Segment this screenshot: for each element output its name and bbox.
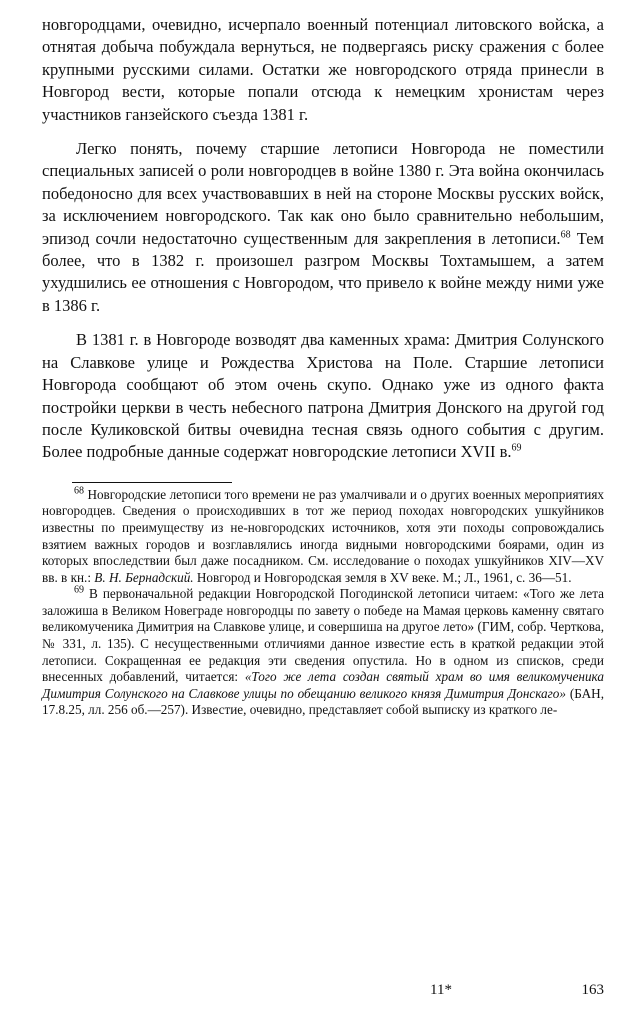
footnote-68-text-end: Новгород и Новгородская земля в XV веке. М.; Л., 1961, с. 36—51. — [193, 569, 572, 585]
footnote-69 — [42, 586, 604, 719]
footnote-68-text: Новгородские летописи того времени не раз умалчивали и о других военных мероприятиях новгородцев. Сведения о происходивших в тот же период походах новгородских ушкуйников известны по преимуществу из не-новгородских источников, хотя эти походы сопровождались взятием важных городов и возглавлялись иногда видными новгородскими боярами, один из которых впоследствии был даже посадником. См. исследование о походах ушкуйников XIV—XV вв. в кн.: — [42, 486, 604, 585]
paragraph-2-text: Легко понять, почему старшие летописи Новгорода не поместили специальных записей о роли новгородцев в войне 1380 г. Эта война окончилась победоносно для всех участвовавших в ней на стороне Москвы русских войск, за исключением новгородского. Так как оно было сравнительно небольшим, эпизод сочли недостаточно существенным для закрепления в летописи. — [42, 139, 604, 248]
footnote-68-number: 68 — [74, 485, 84, 497]
footnote-69-quote: «Того же лета создан святый храм во имя великомученика Димитрия Солунского на Славкове улицы по обещанию великого князя Димитрия Донскаго» — [42, 669, 604, 701]
footnote-69-text-end: (БАН, 17.8.25, лл. 256 об.—257). Известие, очевидно, представляет собой выписку из краткого ле- — [42, 685, 604, 718]
footnote-69-number: 69 — [74, 584, 84, 596]
footnote-divider — [72, 482, 232, 483]
paragraph-2-tail: Тем более, что в 1382 г. произошел разгром Москвы Тохтамышем, а затем ухудшились ее отношения с Новгородом, что привело к войне между ними уже в 1386 г. — [42, 228, 604, 315]
footnote-69-text: В первоначальной редакции Новгородской Погодинской летописи читаем: «Того же лета заложиша в Великом Новеграде новгородцы по завету о победе на Мамая церковь каменну святаго великомученика Димитрия на Славкове улице, и совершиша на другое лето» (ГИМ, собр. Черткова, № 331, л. 135). С несущественными отличиями данное известие есть в краткой редакции этой летописи. Сокращенная ее редакция эти сведения опустила. Но в одном из списков, среди внесенных добавлений, читается: — [42, 586, 604, 685]
footnote-ref-68[interactable]: 68 — [560, 229, 571, 241]
page-footer — [0, 982, 604, 1004]
footnotes — [42, 487, 604, 719]
paragraph-1: новгородцами, очевидно, исчерпало военный потенциал литовского войска, а отнятая добыча побуждала вернуться, не подвергаясь риску сражения с более крупными русскими силами. Остатки же новгородского отряда принесли в Новгород вести, которые попали отсюда к немецким хронистам через участников ганзейского съезда 1381 г. — [42, 15, 604, 124]
footnote-68 — [42, 487, 604, 587]
main-text — [42, 14, 604, 464]
signature-mark: 11* — [430, 982, 452, 998]
paragraph-2 — [42, 138, 604, 317]
paragraph-3-text: В 1381 г. в Новгороде возводят два каменных храма: Дмитрия Солунского на Славкове улице и Рождества Христова на Поле. Старшие летописи Новгорода сообщают об этом очень скупо. Однако уже из одного факта постройки церкви в честь небесного патрона Дмитрия Донского на другой год после Куликовской битвы очевидна тесная связь одного события с другим. Более подробные данные содержат новгородские летописи XVII в. — [42, 330, 604, 462]
paragraph-3 — [42, 329, 604, 463]
footnote-ref-69[interactable]: 69 — [511, 442, 522, 454]
page-number: 163 — [581, 982, 604, 998]
footnote-68-author: В. Н. Бернадский. — [94, 569, 194, 585]
